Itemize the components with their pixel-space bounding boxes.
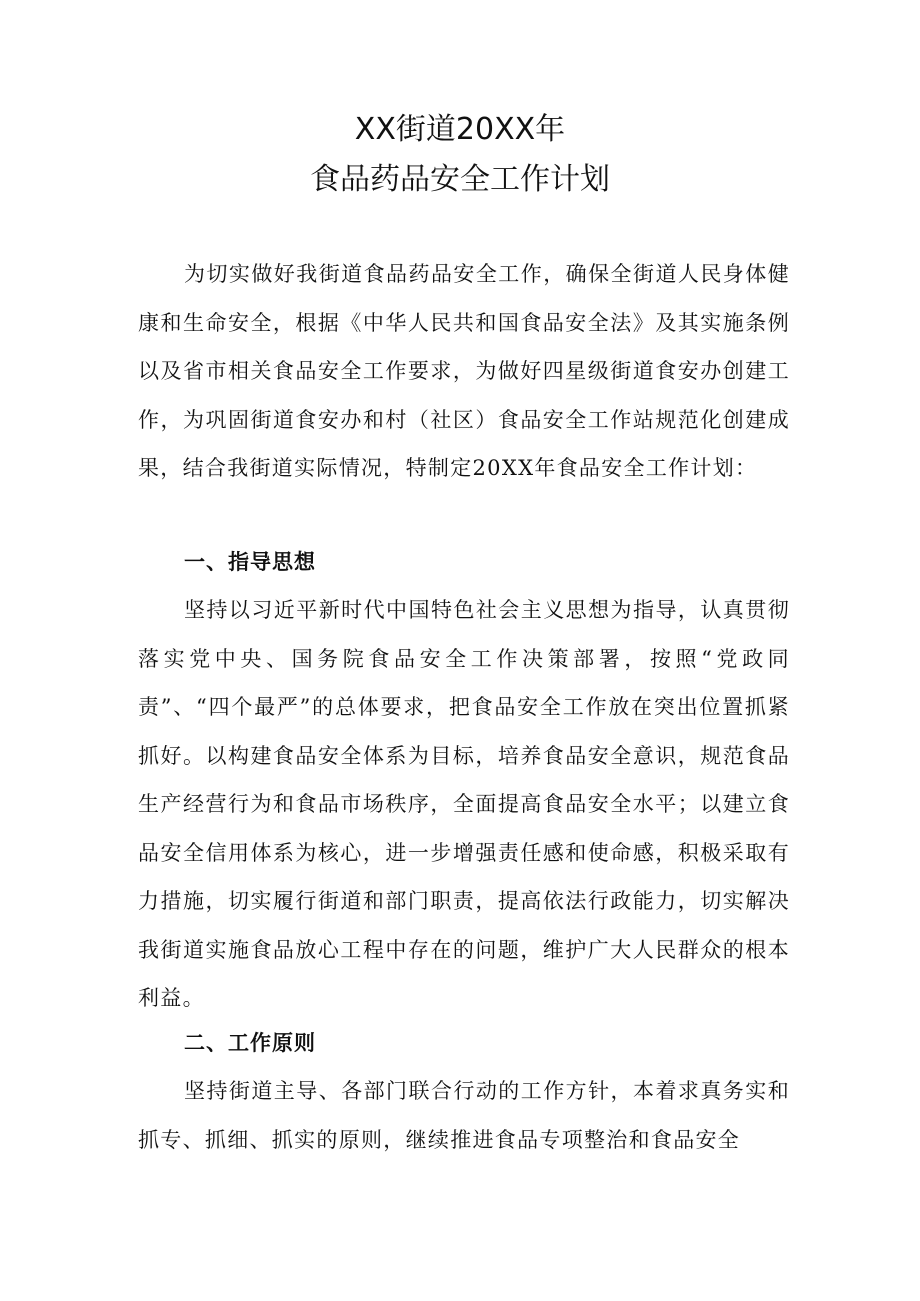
- intro-paragraph: 为切实做好我街道食品药品安全工作，确保全街道人民身体健康和生命安全，根据《中华人民共和国食品安全法》及其实施条例以及省市相关食品安全工作要求，为做好四星级街道食安办创建工作，为巩固街道食安办和村（社区）食品安全工作站规范化创建成果，结合我街道实际情况，特制定20XX年食品安全工作计划：: [138, 262, 790, 480]
- document-title-line2: 食品药品安全工作计划: [310, 162, 610, 197]
- section2-heading: 二、工作原则: [184, 1031, 316, 1055]
- section2-paragraph: 坚持街道主导、各部门联合行动的工作方针，本着求真务实和抓专、抓细、抓实的原则，继续推进食品专项整治和食品安全: [138, 1079, 790, 1152]
- section1-heading: 一、指导思想: [184, 550, 316, 574]
- section1-paragraph: 坚持以习近平新时代中国特色社会主义思想为指导，认真贯彻落实党中央、国务院食品安全工作决策部署，按照“党政同责”、“四个最严”的总体要求，把食品安全工作放在突出位置抓紧抓好。以构建食品安全体系为目标，培养食品安全意识，规范食品生产经营行为和食品市场秩序，全面提高食品安全水平；以建立食品安全信用体系为核心，进一步增强责任感和使命感，积极采取有力措施，切实履行街道和部门职责，提高依法行政能力，切实解决我街道实施食品放心工程中存在的问题，维护广大人民群众的根本利益。: [138, 598, 790, 1010]
- document-title-line1: XX街道20XX年: [354, 112, 566, 147]
